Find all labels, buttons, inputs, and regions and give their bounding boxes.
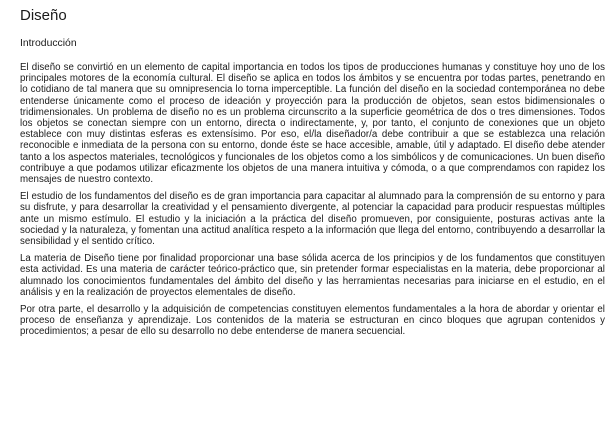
body-text	[20, 62, 605, 338]
paragraph: El diseño se convirtió en un elemento de capital importancia en todos los tipos de producciones humanas y constituye hoy uno de los principales motores de la economía cultural. El diseño se aplica en todos los ámbitos y se encuentra por todas partes, penetrando en lo cotidiano de tal manera que su omnipresencia lo torna imperceptible. La función del diseño en la sociedad contemporánea no debe entenderse únicamente como el proceso de ideación y proyección para la producción de objetos, sean estos bidimensionales o tridimensionales. Un problema de diseño no es un problema circunscrito a la superficie geométrica de dos o tres dimensiones. Todos los objetos se conectan siempre con un entorno, directa o indirectamente, y, por tanto, el conjunto de conexiones que un objeto establece con muy distintas esferas es extensísimo. Por eso, el/la diseñador/a debe contribuir a que se establezca una relación reconocible e inmediata de la persona con su entorno, donde éste se hace accesible, amable, útil y adaptado. El diseño debe atender tanto a los aspectos materiales, tecnológicos y funcionales de los objetos como a los simbólicos y de comunicaciones. Un buen diseño contribuye a que podamos utilizar eficazmente los objetos de una manera intuitiva y cómoda, o a que comprendamos con rapidez los mensajes de nuestro contexto.	[20, 62, 605, 186]
paragraph: La materia de Diseño tiene por finalidad proporcionar una base sólida acerca de los principios y de los fundamentos que constituyen esta actividad. Es una materia de carácter teórico-práctico que, sin pretender formar especialistas en la materia, debe proporcionar al alumnado los conocimientos fundamentales del ámbito del diseño y las herramientas necesarias para iniciarse en el estudio, en el análisis y en la realización de proyectos elementales de diseño.	[20, 253, 605, 298]
paragraph: El estudio de los fundamentos del diseño es de gran importancia para capacitar al alumnado para la comprensión de su entorno y para su disfrute, y para desarrollar la creatividad y el pensamiento divergente, al potenciar la capacidad para producir respuestas múltiples ante un mismo estímulo. El estudio y la iniciación a la práctica del diseño promueven, por consiguiente, posturas activas ante la sociedad y la naturaleza, y fomentan una actitud analítica respeto a la información que llega del entorno, contribuyendo a desarrollar la sensibilidad y el sentido crítico.	[20, 191, 605, 248]
section-heading: Introducción	[20, 38, 77, 49]
paragraph: Por otra parte, el desarrollo y la adquisición de competencias constituyen elementos fundamentales a la hora de abordar y orientar el proceso de enseñanza y aprendizaje. Los contenidos de la materia se estructuran en cinco bloques que agrupan contenidos y procedimientos; a pesar de ello su desarrollo no debe entenderse de manera secuencial.	[20, 304, 605, 338]
document-page	[20, 0, 605, 344]
page-title: Diseño	[20, 7, 67, 24]
